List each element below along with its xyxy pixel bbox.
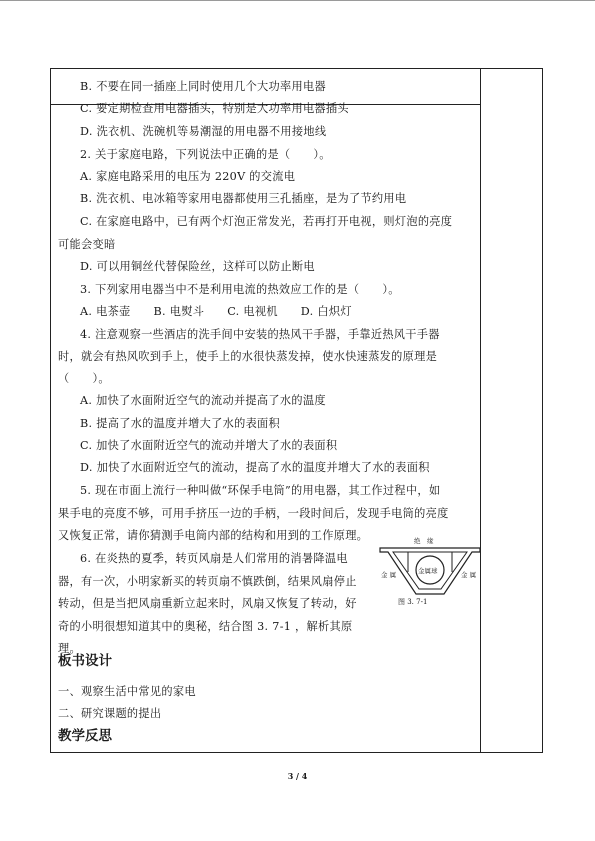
page-top-rule [0, 0, 595, 1]
text-line: C. 要定期检查用电器插头，特别是大功率用电器插头 [80, 102, 349, 115]
board-item-2: 二、研究课题的提出 [58, 707, 162, 720]
text-line: 器，有一次，小明家新买的转页扇不慎跌倒，结果风扇停止 [58, 575, 357, 588]
text-line: B. 提高了水的温度并增大了水的表面积 [80, 417, 281, 430]
text-line: （ ）。 [58, 372, 110, 385]
text-line: 奇的小明很想知道其中的奥秘，结合图 3. 7-1 ，解析其原 [58, 620, 353, 633]
text-line: D. 加快了水面附近空气的流动，提高了水的温度并增大了水的表面积 [80, 461, 430, 474]
text-line: 3. 下列家用电器当中不是利用电流的热效应工作的是（ ）。 [80, 283, 400, 296]
text-line: B. 洗衣机、电冰箱等家用电器都使用三孔插座，是为了节约用电 [80, 192, 407, 205]
text-line: 可能会变暗 [58, 238, 116, 251]
left-metal-label: 金 属 [381, 571, 397, 579]
text-line: 又恢复正常，请你猜测手电筒内部的结构和用到的工作原理。 [58, 529, 369, 542]
insulation-label: 绝 缘 [414, 537, 434, 545]
right-metal-label: 金 属 [461, 571, 477, 579]
figure-caption: 图 3. 7-1 [398, 598, 428, 606]
metal-ball-label: 金属球 [418, 567, 438, 575]
text-line: 理。 [58, 642, 81, 655]
text-line: 果手电的亮度不够，可用手挤压一边的手柄，一段时间后，发现手电筒的亮度 [58, 507, 449, 520]
text-line: C. 加快了水面附近空气的流动并增大了水的表面积 [80, 439, 338, 452]
figure-3-7-1 [378, 536, 482, 608]
text-line: A. 加快了水面附近空气的流动并提高了水的温度 [80, 394, 326, 407]
text-line: 6. 在炎热的夏季，转页风扇是人们常用的消暑降温电 [80, 552, 348, 565]
text-line: 2. 关于家庭电路，下列说法中正确的是（ ）。 [80, 148, 331, 161]
teaching-reflection-heading: 教学反思 [58, 728, 112, 744]
text-line: 时，就会有热风吹到手上，使手上的水很快蒸发掉，使水快速蒸发的原理是 [58, 350, 438, 363]
page-number: 3 / 4 [287, 771, 308, 781]
text-line: D. 可以用铜丝代替保险丝，这样可以防止断电 [80, 260, 315, 273]
board-design-heading: 板书设计 [58, 653, 112, 669]
text-line: A. 电茶壶 B. 电熨斗 C. 电视机 D. 白炽灯 [80, 305, 352, 318]
text-line: B. 不要在同一插座上同时使用几个大功率用电器 [80, 80, 326, 93]
text-line: 转动，但是当把风扇重新立起来时，风扇又恢复了转动，好 [58, 597, 357, 610]
text-line: 5. 现在市面上流行一种叫做“环保手电筒”的用电器，其工作过程中，如 [80, 484, 441, 497]
board-item-1: 一、观察生活中常见的家电 [58, 685, 196, 698]
column-divider [480, 68, 481, 753]
text-line: 4. 注意观察一些酒店的洗手间中安装的热风干手器，手靠近热风干手器 [80, 328, 440, 341]
text-line: C. 在家庭电路中，已有两个灯泡正常发光，若再打开电视，则灯泡的亮度 [80, 215, 453, 228]
text-line: D. 洗衣机、洗碗机等易潮湿的用电器不用接地线 [80, 125, 327, 138]
text-line: A. 家庭电路采用的电压为 220V 的交流电 [80, 170, 296, 183]
